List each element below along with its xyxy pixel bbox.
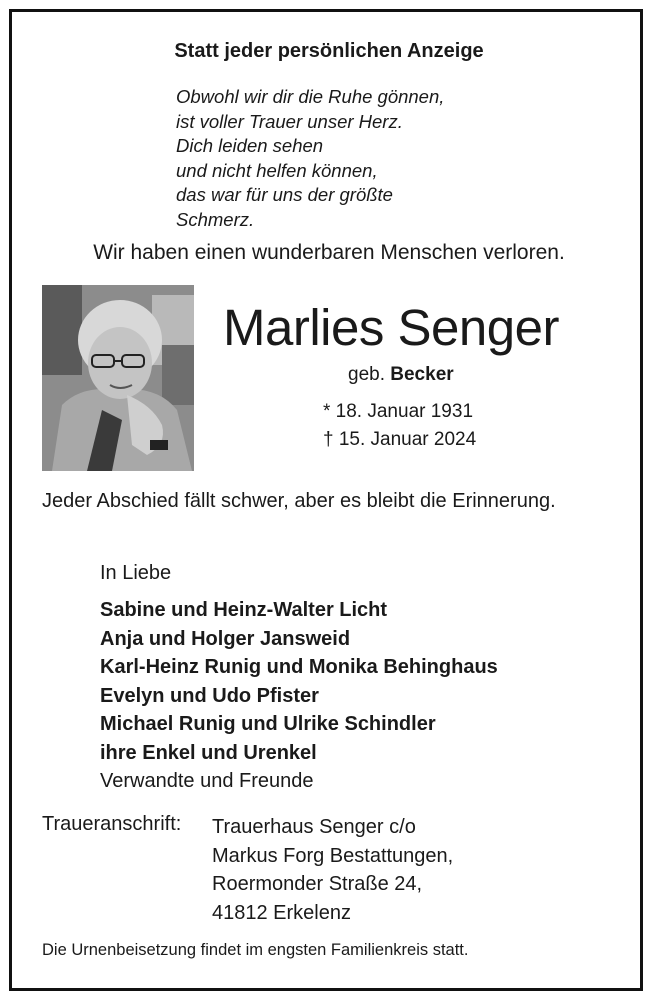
address-line: Roermonder Straße 24, xyxy=(212,873,423,895)
death-date: † 15. Januar 2024 xyxy=(323,429,477,450)
poem-line: und nicht helfen können, xyxy=(176,159,378,181)
birth-date: * 18. Januar 1931 xyxy=(323,401,474,422)
poem-line: Schmerz. xyxy=(176,208,255,230)
birth-name-prefix: geb. xyxy=(348,364,385,385)
mourner-name: Michael Runig und Ulrike Schindler xyxy=(100,713,436,735)
birth-name-line xyxy=(348,364,454,386)
relatives-line: Verwandte und Freunde xyxy=(100,770,314,792)
in-liebe-label: In Liebe xyxy=(100,562,172,584)
farewell-quote: Jeder Abschied fällt schwer, aber es bleibt die Erinnerung. xyxy=(42,490,556,512)
poem-line: Obwohl wir dir die Ruhe gönnen, xyxy=(176,86,445,107)
mourner-name: Sabine und Heinz-Walter Licht xyxy=(100,599,388,621)
header-title: Statt jeder persönlichen Anzeige xyxy=(174,40,484,62)
address-line: Markus Forg Bestattungen, xyxy=(212,844,454,867)
address-label: Traueranschrift: xyxy=(42,813,182,835)
portrait-image xyxy=(42,285,194,471)
footer-note: Die Urnenbeisetzung findet im engsten Familienkreis statt. xyxy=(42,941,469,959)
mourner-name: Evelyn und Udo Pfister xyxy=(100,684,319,707)
address-line: Trauerhaus Senger c/o xyxy=(212,816,416,838)
poem-line: das war für uns der größte xyxy=(176,184,393,206)
mourner-name: Karl-Heinz Runig und Monika Behinghaus xyxy=(100,656,498,678)
poem-line: Dich leiden sehen xyxy=(176,135,324,157)
address-line: 41812 Erkelenz xyxy=(212,901,351,924)
poem xyxy=(176,85,444,233)
deceased-name: Marlies Senger xyxy=(223,299,559,356)
portrait-photo xyxy=(42,285,194,471)
mourner-name: Anja und Holger Jansweid xyxy=(100,627,351,650)
mourner-name: ihre Enkel und Urenkel xyxy=(100,741,317,764)
life-dates xyxy=(323,398,476,454)
lost-line: Wir haben einen wunderbaren Menschen verloren. xyxy=(93,241,565,264)
mourning-address xyxy=(212,813,453,927)
poem-line: ist voller Trauer unser Herz. xyxy=(176,110,403,132)
mourners-list xyxy=(100,596,498,796)
birth-name: Becker xyxy=(390,364,454,385)
